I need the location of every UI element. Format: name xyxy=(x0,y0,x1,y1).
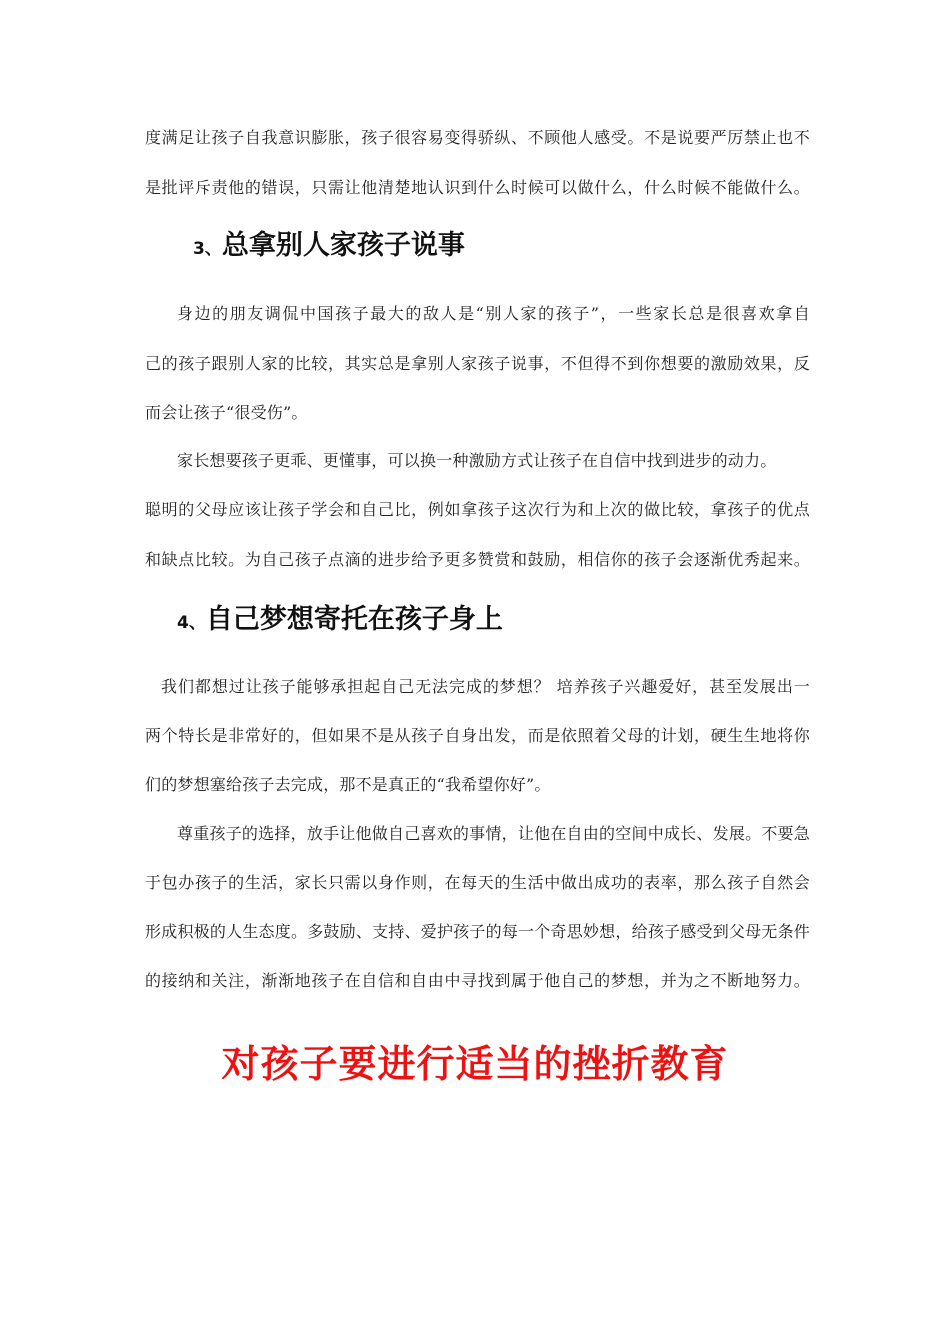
section-3-number: 3、 xyxy=(193,239,222,259)
section-3-heading xyxy=(193,228,465,267)
section-4-number: 4、 xyxy=(177,613,206,633)
paragraph-line: 于包办孩子的生活，家长只需以身作则，在每天的生活中做出成功的表率，那么孩子自然会 xyxy=(145,873,810,892)
paragraph-line: 身边的朋友调侃中国孩子最大的敌人是“别人家的孩子”，一些家长总是很喜欢拿自 xyxy=(177,304,810,323)
paragraph-line: 我们都想过让孩子能够承担起自己无法完成的梦想？ 培养孩子兴趣爱好，甚至发展出一 xyxy=(161,677,810,696)
paragraph-line: 家长想要孩子更乖、更懂事，可以换一种激励方式让孩子在自信中找到进步的动力。 xyxy=(177,451,777,470)
section-4-title: 自己梦想寄托在孩子身上 xyxy=(205,604,503,635)
paragraph-line: 尊重孩子的选择，放手让他做自己喜欢的事情，让他在自由的空间中成长、发展。不要急 xyxy=(177,824,810,843)
paragraph-line: 的接纳和关注，渐渐地孩子在自信和自由中寻找到属于他自己的梦想，并为之不断地努力。 xyxy=(145,971,810,990)
paragraph-line: 形成积极的人生态度。多鼓励、支持、爱护孩子的每一个奇思妙想，给孩子感受到父母无条件 xyxy=(145,922,810,941)
paragraph-line: 是批评斥责他的错误，只需让他清楚地认识到什么时候可以做什么，什么时候不能做什么。 xyxy=(145,178,810,197)
paragraph-line: 而会让孩子“很受伤”。 xyxy=(145,403,308,422)
paragraph-line: 两个特长是非常好的，但如果不是从孩子自身出发，而是依照着父母的计划，硬生生地将你 xyxy=(145,726,810,745)
section-3-title: 总拿别人家孩子说事 xyxy=(221,230,465,261)
section-4-heading xyxy=(177,602,503,641)
paragraph-line: 聪明的父母应该让孩子学会和自己比，例如拿孩子这次行为和上次的做比较，拿孩子的优点 xyxy=(145,500,810,519)
red-banner-heading: 对孩子要进行适当的挫折教育 xyxy=(221,1042,729,1086)
paragraph-line: 和缺点比较。为自己孩子点滴的进步给予更多赞赏和鼓励，相信你的孩子会逐渐优秀起来。 xyxy=(145,550,810,569)
paragraph-line: 己的孩子跟别人家的比较，其实总是拿别人家孩子说事，不但得不到你想要的激励效果，反 xyxy=(145,354,810,373)
paragraph-line: 度满足让孩子自我意识膨胀，孩子很容易变得骄纵、不顾他人感受。不是说要严厉禁止也不 xyxy=(145,128,810,147)
paragraph-line: 们的梦想塞给孩子去完成，那不是真正的“我希望你好”。 xyxy=(145,775,551,794)
